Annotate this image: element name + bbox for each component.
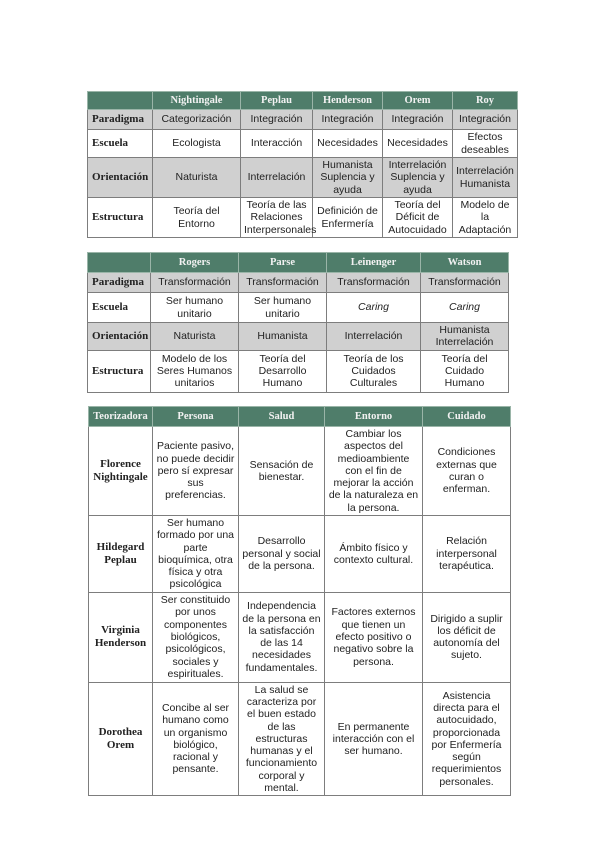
header-cell: Nightingale (153, 92, 241, 110)
table-cell: Asistencia directa para el autocuidado, proporcionada por Enfermería según requerimientos personales. (423, 682, 511, 796)
row-label: Orientación (88, 158, 153, 198)
table-cell: Ser humano formado por una parte bioquímica, otra física y otra psicológica (153, 515, 239, 592)
theorist-concepts-table (88, 406, 511, 796)
table-cell: Humanista Interrelación (421, 323, 509, 351)
header-cell: Orem (383, 92, 453, 110)
table-cell: Teoría del Cuidado Humano (421, 350, 509, 392)
table-cell: Naturista (151, 323, 239, 351)
table-cell: Interrelación (241, 158, 313, 198)
table-cell: Transformación (239, 273, 327, 293)
table-cell: Teoría del Entorno (153, 198, 241, 238)
row-label: Estructura (88, 350, 151, 392)
paradigm-table-2 (87, 252, 509, 393)
row-label: Escuela (88, 130, 153, 158)
header-cell: Cuidado (423, 407, 511, 427)
table-cell: En permanente interacción con el ser humano. (325, 682, 423, 796)
theorist-name: Hildegard Peplau (89, 515, 153, 592)
row-label: Paradigma (88, 273, 151, 293)
table-row (89, 515, 511, 592)
table-cell: Teoría de los Cuidados Culturales (327, 350, 421, 392)
table-cell: Teoría del Déficit de Autocuidado (383, 198, 453, 238)
header-cell: Roy (453, 92, 518, 110)
table-cell: Desarrollo personal y social de la persona. (239, 515, 325, 592)
table-cell: Teoría del Desarrollo Humano (239, 350, 327, 392)
table-cell: Naturista (153, 158, 241, 198)
table-cell: Independencia de la persona en la satisfacción de las 14 necesidades fundamentales. (239, 592, 325, 682)
table-cell: Ser constituido por unos componentes biológicos, psicológicos, sociales y espirituales. (153, 592, 239, 682)
table-row (89, 427, 511, 516)
table-cell: Integración (241, 110, 313, 130)
header-cell (88, 92, 153, 110)
table-cell: Ser humano unitario (151, 293, 239, 323)
table-cell: Relación interpersonal terapéutica. (423, 515, 511, 592)
table-row (88, 273, 509, 293)
table-row (88, 350, 509, 392)
table-cell: Interrelación Suplencia y ayuda (383, 158, 453, 198)
header-cell: Watson (421, 253, 509, 273)
table-cell: Integración (313, 110, 383, 130)
row-label: Orientación (88, 323, 151, 351)
table-cell: Interacción (241, 130, 313, 158)
row-label: Estructura (88, 198, 153, 238)
theorist-name: Virginia Henderson (89, 592, 153, 682)
header-cell: Peplau (241, 92, 313, 110)
header-cell: Teorizadora (89, 407, 153, 427)
table-row (88, 293, 509, 323)
paradigm-table-1 (87, 91, 518, 238)
table-cell: Sensación de bienestar. (239, 427, 325, 516)
table-cell: Necesidades (383, 130, 453, 158)
header-cell: Parse (239, 253, 327, 273)
row-label: Escuela (88, 293, 151, 323)
table-header-row (88, 92, 518, 110)
table-cell: Integración (453, 110, 518, 130)
table-header-row (89, 407, 511, 427)
table-row (88, 198, 518, 238)
header-cell: Henderson (313, 92, 383, 110)
table-cell: Concibe al ser humano como un organismo biológico, racional y pensante. (153, 682, 239, 796)
table-cell: Humanista Suplencia y ayuda (313, 158, 383, 198)
table-cell: Paciente pasivo, no puede decidir pero sí expresar sus preferencias. (153, 427, 239, 516)
table-row (88, 323, 509, 351)
table-cell: Categorización (153, 110, 241, 130)
table-cell: Efectos deseables (453, 130, 518, 158)
table-cell: Factores externos que tienen un efecto positivo o negativo sobre la persona. (325, 592, 423, 682)
table-cell: Modelo de la Adaptación (453, 198, 518, 238)
header-cell: Rogers (151, 253, 239, 273)
theorist-name: Florence Nightingale (89, 427, 153, 516)
table-cell: Transformación (421, 273, 509, 293)
row-label: Paradigma (88, 110, 153, 130)
table-row (89, 592, 511, 682)
table-cell: Transformación (327, 273, 421, 293)
table-cell: Ámbito físico y contexto cultural. (325, 515, 423, 592)
table-cell: Interrelación Humanista (453, 158, 518, 198)
table-cell: La salud se caracteriza por el buen estado de las estructuras humanas y el funcionamiento corporal y mental. (239, 682, 325, 796)
header-cell: Persona (153, 407, 239, 427)
header-cell: Leinenger (327, 253, 421, 273)
table-cell: Caring (327, 293, 421, 323)
table-cell: Cambiar los aspectos del medioambiente con el fin de mejorar la acción de la naturaleza en la persona. (325, 427, 423, 516)
table-cell: Modelo de los Seres Humanos unitarios (151, 350, 239, 392)
table-cell: Integración (383, 110, 453, 130)
table-row (88, 130, 518, 158)
table-cell: Interrelación (327, 323, 421, 351)
header-cell: Salud (239, 407, 325, 427)
table-header-row (88, 253, 509, 273)
table-cell: Humanista (239, 323, 327, 351)
table-row (89, 682, 511, 796)
table-row (88, 110, 518, 130)
table-cell: Condiciones externas que curan o enferman. (423, 427, 511, 516)
table-cell: Necesidades (313, 130, 383, 158)
header-cell (88, 253, 151, 273)
table-row (88, 158, 518, 198)
table-cell: Teoría de las Relaciones Interpersonales (241, 198, 313, 238)
theorist-name: Dorothea Orem (89, 682, 153, 796)
table-cell: Definición de Enfermería (313, 198, 383, 238)
table-cell: Transformación (151, 273, 239, 293)
table-cell: Ser humano unitario (239, 293, 327, 323)
table-cell: Ecologista (153, 130, 241, 158)
table-cell: Caring (421, 293, 509, 323)
table-cell: Dirigido a suplir los déficit de autonomía del sujeto. (423, 592, 511, 682)
header-cell: Entorno (325, 407, 423, 427)
